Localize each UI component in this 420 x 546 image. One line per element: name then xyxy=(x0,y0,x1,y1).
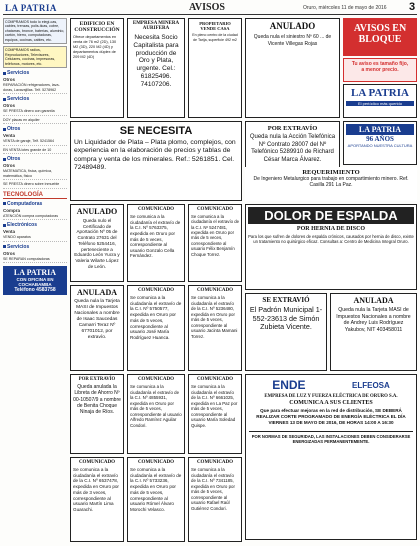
ad-se-extravio: SE EXTRAVIÓ El Padrón Municipal 1-552-23613 de Simón Zubieta Vicente. xyxy=(245,293,327,371)
bullet-icon xyxy=(3,72,6,75)
classified-text: DOY placas en alquiler xyxy=(3,118,67,124)
rubro-heading: Servicios xyxy=(3,96,67,102)
classified-text: EN VENTA lotes grande de 10 xyxy=(3,148,67,154)
bullet-icon xyxy=(3,245,6,248)
page-number: 3 xyxy=(409,1,416,13)
ad-comunicado-2: COMUNICADO Se comunica a la ciudadanía el extravío de la C.I. Nº 5247481, expedida en Oruro por más de 5 veces, correspondiente al usuario Félix Benjamín Choque Torrez. xyxy=(188,204,242,282)
ad-propietario: PROPIETARIO VENDE CASA En pleno centro de la ciudad de Tarija, superficie 492 m2 xyxy=(188,18,242,118)
classified-text: MATEMATICA, física, química, matemática, físico xyxy=(3,169,67,180)
bullet-icon xyxy=(3,224,6,227)
classified-text: VENTA de garaje, Telf. 5241564 xyxy=(3,139,67,145)
sub-heading: Otros xyxy=(3,250,16,256)
sub-heading: Venta xyxy=(3,133,16,139)
rubro-heading: Servicios xyxy=(3,244,67,250)
rubro-heading: Computadoras xyxy=(3,201,67,207)
section-title: AVISOS xyxy=(189,2,225,13)
patria-office-box: LA PATRIA CON OFICINA EN COCHABAMBA Teléfono 4583758 xyxy=(3,266,67,295)
ad-edificio: EDIFICIO EN CONSTRUCCIÓN Ofrece departamentos en venta de 76 m2 (2D), 130 M2 (3D), 220 M2 (4D) y departamentos dúplex de 209 M2 (4D) xyxy=(70,18,124,118)
ad-extravio-1: POR EXTRAVÍO Queda nula la Acción Telefónica Nº Contrato 28007 del Nº Telefónico 5289910 de Richard César Marca Álvarez. xyxy=(245,121,340,201)
classified-text: VENDO aparatos xyxy=(3,235,67,241)
ad-requerimiento: REQUERIMIENTO De Ingeniero Metalurgico para trabajo en compartimiento minero. Ref. Casilla 291 La Paz. xyxy=(245,167,417,201)
dateline: Oruro, miércoles 11 de mayo de 2016 xyxy=(303,5,387,11)
technology-heading: TECNOLOGÍA xyxy=(3,192,67,199)
ad-ende: ENDE ELFEOSA EMPRESA DE LUZ Y FUERZA ELÉCTRICA DE ORURO S.A. COMUNICA A SUS CLIENTES Que para efectuar mejoras en la red de distribución, SE DEBERÁ REALIZAR CORTE PROGRAMADO DE ENERGÍA ELÉCTRICA EL DÍA VIERNES 13 DE MAYO DE 2016, DE HORAS 14:00 A 16:30 POR NORMAS DE SEGURIDAD, LAS INSTALACIONES DEBEN CONSIDERARSE ENERGIZADAS PERMANENTEMENTE. xyxy=(245,374,417,540)
ad-comunicado-7: COMUNICADO Se comunica a la ciudadanía el extravío de la C.I. Nº 6537478, expedida en Oruro por más de 3 veces, correspondiente al usuario Martín Lima Guarachi. xyxy=(70,457,124,542)
elfeosa-logo: ELFEOSA xyxy=(352,380,390,390)
sub-heading: Otros xyxy=(3,103,16,109)
ad-comunicado-3: COMUNICADO Se comunica a la ciudadanía el extravío de la C.I. Nº 5750577, expedida en Oruro por más de 5 veces, correspondiente al usuario José María Rodríguez Huanca. xyxy=(127,285,185,371)
ad-dolor-espalda: DOLOR DE ESPALDA POR HERNIA DE DISCO Para los que sufren de dolores de espalda crónicos, causados por hernia de disco, existe un tratamiento no quirúrgico eficaz. Consultas a: Centro de Medicina Integral Oruro. xyxy=(245,204,417,290)
sub-heading: Otros xyxy=(3,77,16,83)
sub-heading: Venta xyxy=(3,229,16,235)
ende-logo: ENDE xyxy=(272,378,306,392)
ad-anulado-top: ANULADO Queda nula el siniestro Nº 60 ... de Vicente Villegas Rojas xyxy=(245,18,340,118)
ad-comunicado-1: COMUNICADO Se comunica a la ciudadanía el extravío de la C.I. Nº 5763375, expedida en Oruro por más de 5 veces, correspondiente al usuario Gonzalo Cella Fernández. xyxy=(127,204,185,282)
ad-comunicado-4: COMUNICADO Se comunica a la ciudadanía el extravío de la C.I. Nº 5236480, expedida en Oruro por más de 5 veces, correspondiente al usuario Jacinta Mamani Torrez. xyxy=(188,285,242,371)
classified-text: ATENCIÓN compra computadoras xyxy=(3,214,67,220)
classified-ad: COMPRAMOS todo lo elegi-cas, cables, trenzas, polis-ticas, cobre, chatarras, bronce, baterías, aluminio, cartón, hierro, computadoras, equipos, cocinas, cables, etc. xyxy=(3,18,67,44)
classified-text: SE PRESTA dinero sobre inmueble xyxy=(3,182,67,188)
bullet-icon xyxy=(3,158,6,161)
rubro-heading: Electrónicos xyxy=(3,222,67,228)
avisos-bloque-banner: AVISOS EN BLOQUE xyxy=(343,18,417,56)
patria-logo-small: LA PATRIA El periódico más querido xyxy=(343,84,417,118)
patria-96-box: LA PATRIA 96 AÑOS APORTANDO NUESTRA CULTURA xyxy=(343,121,417,165)
ad-anulada-r: ANULADA Queda nula la Tarjeta MASI de Impuestos Nacionales a nombre de Andrey Luis Rodríguez Yakubov, NIT 403458011 xyxy=(330,293,417,371)
classified-text: SE PRESTA dinero con garantía xyxy=(3,109,67,115)
ad-extravio-3: POR EXTRAVÍO Queda anulada la Libreta de Ahorro Nº 00-10507/9 a nombre de Benita Choque Ninaja de Ríos. xyxy=(70,374,124,454)
classified-text: REPARACIÓN refrigeradores, lava-doras, Lavavajillas. Telf. 5278962 xyxy=(3,83,67,94)
ad-comunicado-5: COMUNICADO Se comunica a la ciudadanía el extravío de la C.I. Nº 4855931, expedida en Oruro por más de 5 veces, correspondiente al usuario Alfredo Ramírez Aguilar Condori. xyxy=(127,374,185,454)
promo-box: Tu aviso es tamaño fijo, a menor precio. xyxy=(343,58,417,82)
rubro-heading: Servicios xyxy=(3,70,67,76)
rubro-heading: Otros xyxy=(3,126,67,132)
sub-heading: Compra xyxy=(3,207,21,213)
ad-comunicado-6: COMUNICADO Se comunica a la ciudadanía el extravío de la C.I. Nº 6661025, expedida en La Paz por más de 5 veces, correspondiente al usuario María Soledad Quispe. xyxy=(188,374,242,454)
bullet-icon xyxy=(3,202,6,205)
ad-se-necesita: SE NECESITA Un Liquidador de Plata – Plata plomo, complejos, con experiencia en la elaboración de precios y tablas de compra y venta de los minerales. Ref.: 5261851. Cel. 72489489. xyxy=(70,121,242,201)
ad-comunicado-9: COMUNICADO Se comunica a la ciudadanía el extravío de la C.I. Nº 7341185, expedida en Oruro por más de 5 veces, correspondiente al usuario Rafael Raúl Gutiérrez Condori. xyxy=(188,457,242,542)
ad-anulado-l1: ANULADO Queda nulo el Certificado de Aportación Nº 05 de Contrato 27631 del Teléfono 5254416, perteneciente a Eduardo León Yucra y Valeria Wilarte López de León. xyxy=(70,204,124,282)
rubro-heading: Otros xyxy=(3,156,67,162)
ad-comunicado-8: COMUNICADO Se comunica a la ciudadanía el extravío de la C.I. Nº 5733236, expedida en Oruro por más de 5 veces, correspondiente al usuario Rómel Álvaro Morochi Velasco. xyxy=(127,457,185,542)
bullet-icon xyxy=(3,128,6,131)
bullet-icon xyxy=(3,98,6,101)
sub-heading: Otros xyxy=(3,163,16,169)
ad-empresa-minera: EMPRESA MINERA AURIFERA Necesita Socio Capitalista para producción de Oro y Plata, urgente. Cel.: 61825496. 74107206. xyxy=(127,18,185,118)
classifieds-column xyxy=(3,18,67,542)
classified-text: SE REPARAN computadoras xyxy=(3,257,67,263)
page-header xyxy=(3,3,417,15)
brand-name: LA PATRIA xyxy=(5,3,57,13)
ad-anulada-l2: ANULADA Queda nula la Tarjeta MASI de Impuestos Nacionales a nombre de Isaac Saucedas Camarri Teraz Nº 67701012, por extravío. xyxy=(70,285,124,371)
classified-ad: COMPRAMOS radios, Reproductores, Televisores, Celulares, cocinas, impresoras, teléfonos, motores, etc. xyxy=(3,46,67,68)
